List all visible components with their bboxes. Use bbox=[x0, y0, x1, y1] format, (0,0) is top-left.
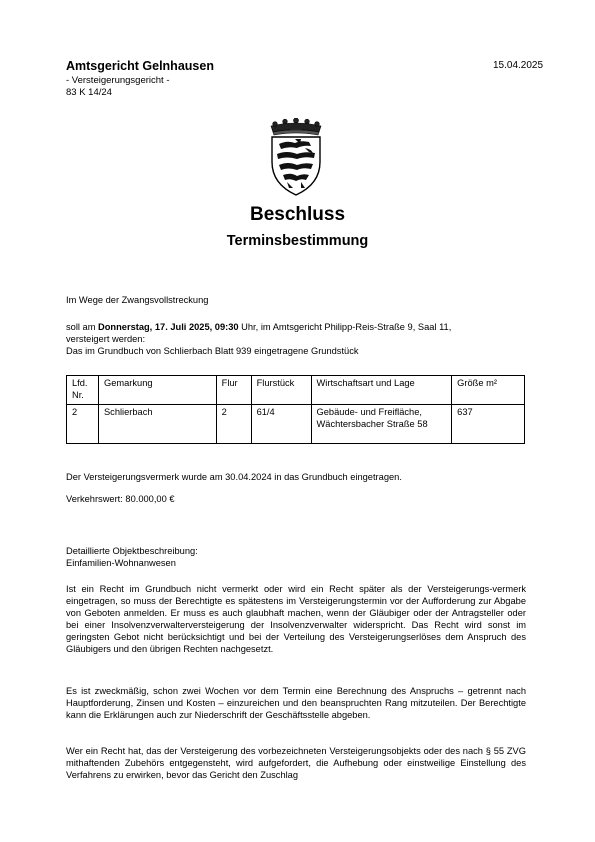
table-cell: 637 bbox=[452, 405, 525, 444]
document-date: 15.04.2025 bbox=[493, 60, 544, 71]
table-cell: 2 bbox=[67, 405, 99, 444]
paragraph-unregistered-rights: Ist ein Recht im Grundbuch nicht vermerkt oder wird ein Recht später als der Versteigerungs-vermerk eingetragen, so muss der Berechtigte es spätestens im Versteigerungstermin vor der Aufforderung zur Abgabe von Geboten anmelden. Er muss es auch glaubhaft machen, wenn der Gläubiger oder der Antragsteller oder bei einer Insolvenzverwalterversteigerung der Insolvenzverwalter widerspricht. Das Recht wird sonst im geringsten Gebot nicht berücksichtigt und bei der Verteilung des Versteigerungserlöses dem Anspruch des Gläubigers und den übrigen Rechten nachgesetzt. bbox=[66, 584, 526, 654]
object-description-label: Detaillierte Objektbeschreibung: bbox=[66, 546, 198, 556]
appointment-datetime: Donnerstag, 17. Juli 2025, 09:30 bbox=[98, 322, 239, 332]
paragraph-conflicting-rights: Wer ein Recht hat, das der Versteigerung des vorbezeichneten Versteigerungsobjekts oder des nach § 55 ZVG mithaftenden Zubehörs entgegensteht, wird aufgefordert, die Aufhebung oder einstweilige Einstellung des Verfahrens zu erwirken, bevor das Gericht den Zuschlag bbox=[66, 746, 526, 780]
hesse-coat-of-arms-icon bbox=[265, 118, 327, 198]
table-cell: 2 bbox=[216, 405, 251, 444]
document-subtitle: Terminsbestimmung bbox=[226, 233, 369, 249]
appointment-text: soll am Donnerstag, 17. Juli 2025, 09:30 Uhr, im Amtsgericht Philipp-Reis-Straße 9, Saal 11, versteigert werden: Das im Grundbuch von Schlierbach Blatt 939 eingetragene Grundstück bbox=[66, 322, 452, 356]
registration-note: Der Versteigerungsvermerk wurde am 30.04.2024 in das Grundbuch eingetragen. bbox=[66, 472, 402, 482]
court-name: Amtsgericht Gelnhausen bbox=[66, 59, 214, 73]
table-cell: Schlierbach bbox=[98, 405, 216, 444]
intro-text: Im Wege der Zwangsvollstreckung bbox=[66, 295, 209, 305]
table-header: Flur bbox=[216, 376, 251, 405]
paragraph-claim-calculation: Es ist zweckmäßig, schon zwei Wochen vor dem Termin eine Berechnung des Anspruchs – getrennt nach Hauptforderung, Zinsen und Kosten – einzureichen und den beanspruchten Rang mitzuteilen. Der Berechtigte kann die Erklärungen auch zur Niederschrift der Geschäftsstelle abgeben. bbox=[66, 686, 526, 720]
table-header: Gemarkung bbox=[98, 376, 216, 405]
table-header: Wirtschaftsart und Lage bbox=[311, 376, 452, 405]
table-row bbox=[67, 405, 525, 444]
market-value: Verkehrswert: 80.000,00 € bbox=[66, 494, 175, 504]
property-table bbox=[66, 375, 525, 444]
table-header: Größe m² bbox=[452, 376, 525, 405]
object-description: Einfamilien-Wohnanwesen bbox=[66, 558, 176, 568]
table-header: Flurstück bbox=[251, 376, 311, 405]
table-header: Lfd. Nr. bbox=[67, 376, 99, 405]
file-number: 83 K 14/24 bbox=[66, 87, 112, 98]
document-title: Beschluss bbox=[249, 204, 346, 225]
table-cell: Gebäude- und Freifläche, Wächtersbacher Straße 58 bbox=[311, 405, 452, 444]
court-department: - Versteigerungsgericht - bbox=[66, 75, 170, 86]
table-header-row bbox=[67, 376, 525, 405]
table-cell: 61/4 bbox=[251, 405, 311, 444]
